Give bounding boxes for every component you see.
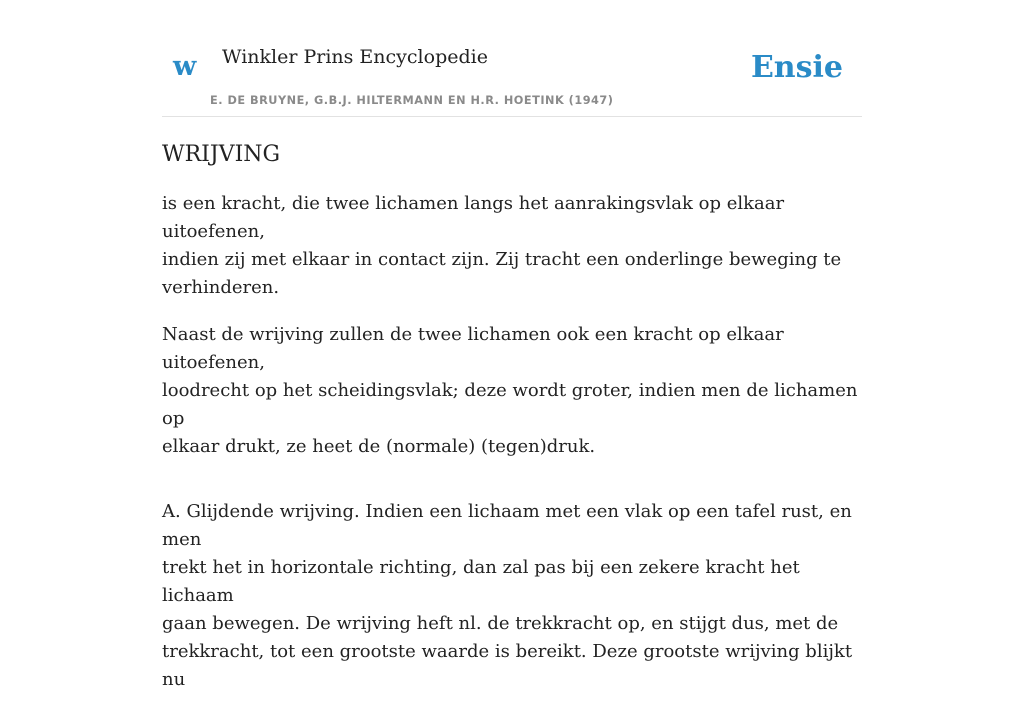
source-authors: E. DE BRUYNE, G.B.J. HILTERMANN EN H.R. HOETINK (1947)	[210, 94, 614, 107]
source-title-link[interactable]: Winkler Prins Encyclopedie	[222, 46, 488, 68]
site-logo-icon[interactable]: w	[173, 51, 197, 82]
site-header	[162, 0, 862, 117]
article-title: WRIJVING	[162, 142, 281, 167]
page-container	[162, 0, 862, 713]
article-paragraph-3: A. Glijdende wrijving. Indien een lichaam met een vlak op een tafel rust, en men trekt het in horizontale richting, dan zal pas bij een zekere kracht het lichaam gaan bewegen. De wrijving heft nl. de trekkracht op, en stijgt dus, met de trekkracht, tot een grootste waarde is bereikt. Deze grootste wrijving blijkt nu	[162, 500, 853, 690]
brand-logo[interactable]: Ensie	[750, 50, 843, 85]
article-paragraph-2: Naast de wrijving zullen de twee lichamen ook een kracht op elkaar uitoefenen, loodrecht op het scheidingsvlak; deze wordt groter, indien men de lichamen op elkaar drukt, ze heet de (normale) (tegen)druk.	[162, 323, 858, 457]
article-paragraph-1: is een kracht, die twee lichamen langs het aanrakingsvlak op elkaar uitoefenen, indien zij met elkaar in contact zijn. Zij tracht een onderlinge beweging te verhinderen.	[162, 192, 842, 298]
